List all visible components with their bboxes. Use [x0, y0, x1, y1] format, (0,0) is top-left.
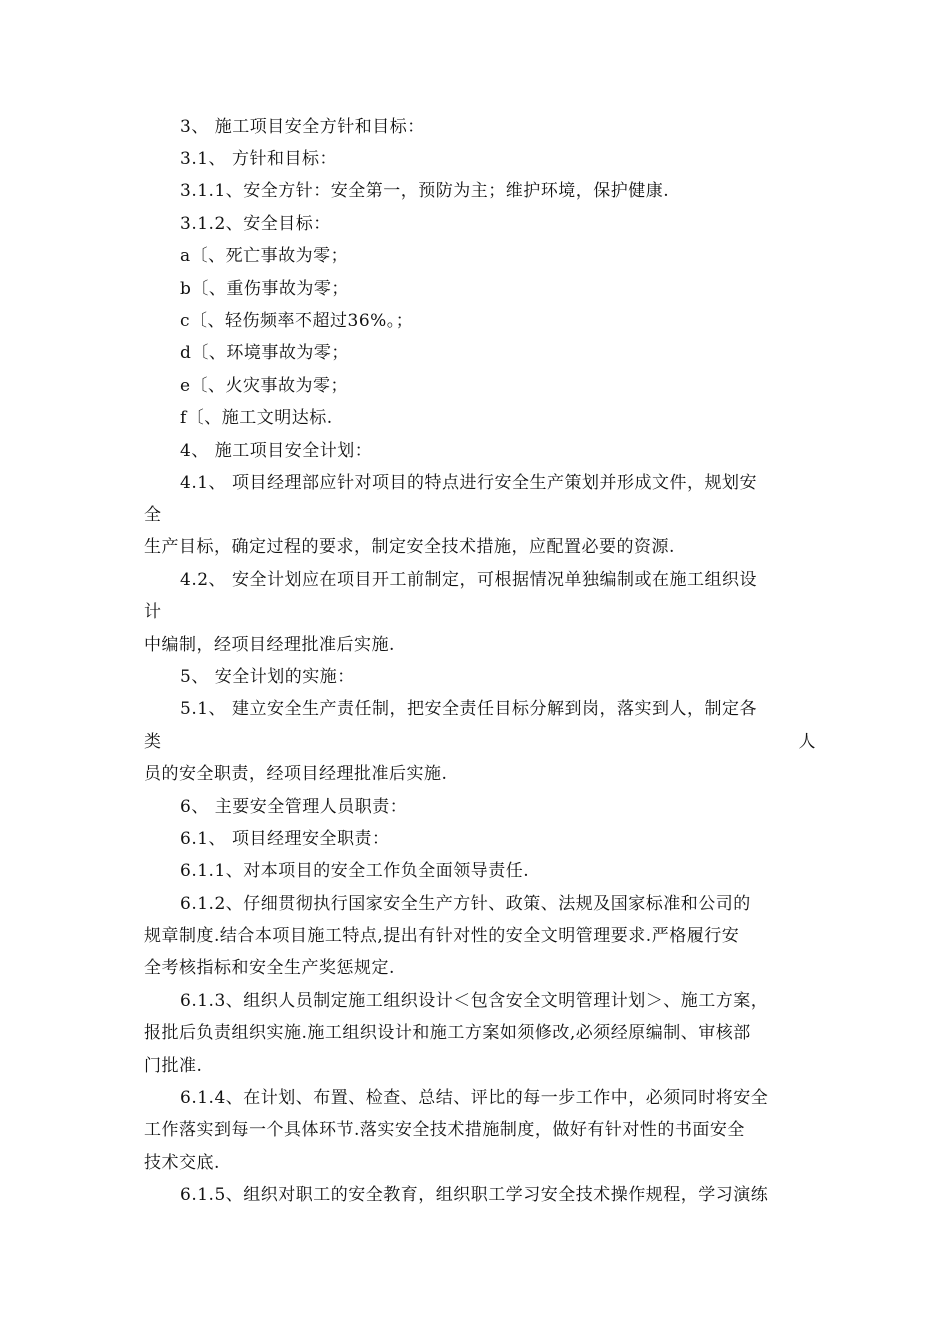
paragraph-line: 中编制，经项目经理批准后实施.	[144, 635, 395, 655]
justified-line-left: 类	[144, 732, 162, 752]
subsection-heading-6-1: 6.1、 项目经理安全职责：	[180, 829, 390, 849]
list-item: a〔、死亡事故为零；	[180, 246, 349, 266]
list-item: f〔、施工文明达标.	[180, 408, 333, 428]
paragraph-line: 生产目标，确定过程的要求，制定安全技术措施，应配置必要的资源.	[144, 537, 675, 557]
paragraph-line: 技术交底.	[144, 1153, 220, 1173]
paragraph-line: 门批准.	[144, 1056, 203, 1076]
paragraph-line: 3.1.2、安全目标：	[180, 214, 331, 234]
paragraph-line: 6.1.1、对本项目的安全工作负全面领导责任.	[180, 861, 530, 881]
paragraph-line: 员的安全职责，经项目经理批准后实施.	[144, 764, 448, 784]
paragraph-line: 全考核指标和安全生产奖惩规定.	[144, 958, 395, 978]
section-heading-4: 4、 施工项目安全计划：	[180, 441, 373, 461]
list-item: b〔、重伤事故为零；	[180, 279, 349, 299]
paragraph-line: 6.1.4、在计划、布置、检查、总结、评比的每一步工作中，必须同时将安全	[180, 1088, 769, 1108]
subsection-heading-3-1: 3.1、 方针和目标：	[180, 149, 337, 169]
list-item: d〔、环境事故为零；	[180, 343, 349, 363]
list-item: c〔、轻伤频率不超过36%。；	[180, 311, 414, 331]
justified-line	[144, 731, 816, 753]
section-heading-5: 5、 安全计划的实施：	[180, 667, 355, 687]
paragraph-line: 工作落实到每一个具体环节.落实安全技术措施制度，做好有针对性的书面安全	[144, 1120, 745, 1140]
paragraph-line: 6.1.5、组织对职工的安全教育，组织职工学习安全技术操作规程，学习演练	[180, 1185, 769, 1205]
paragraph-line: 5.1、 建立安全生产责任制，把安全责任目标分解到岗，落实到人，制定各	[180, 699, 757, 719]
paragraph-line: 4.1、 项目经理部应针对项目的特点进行安全生产策划并形成文件，规划安	[180, 473, 757, 493]
paragraph-line: 计	[144, 602, 162, 622]
paragraph-line: 6.1.2、仔细贯彻执行国家安全生产方针、政策、法规及国家标准和公司的	[180, 894, 751, 914]
paragraph-line: 6.1.3、组织人员制定施工组织设计＜包含安全文明管理计划＞、施工方案，	[180, 991, 769, 1011]
paragraph-line: 报批后负责组织实施.施工组织设计和施工方案如须修改,必须经原编制、审核部	[144, 1023, 751, 1043]
paragraph-line: 规章制度.结合本项目施工特点,提出有针对性的安全文明管理要求.严格履行安	[144, 926, 740, 946]
list-item: e〔、火灾事故为零；	[180, 376, 349, 396]
section-heading-6: 6、 主要安全管理人员职责：	[180, 797, 408, 817]
paragraph-line: 全	[144, 505, 162, 525]
justified-line-right: 人	[798, 732, 816, 752]
paragraph-line: 3.1.1、安全方针：安全第一，预防为主；维护环境，保护健康.	[180, 181, 670, 201]
paragraph-line: 4.2、 安全计划应在项目开工前制定，可根据情况单独编制或在施工组织设	[180, 570, 757, 590]
section-heading-3: 3、 施工项目安全方针和目标：	[180, 117, 425, 137]
